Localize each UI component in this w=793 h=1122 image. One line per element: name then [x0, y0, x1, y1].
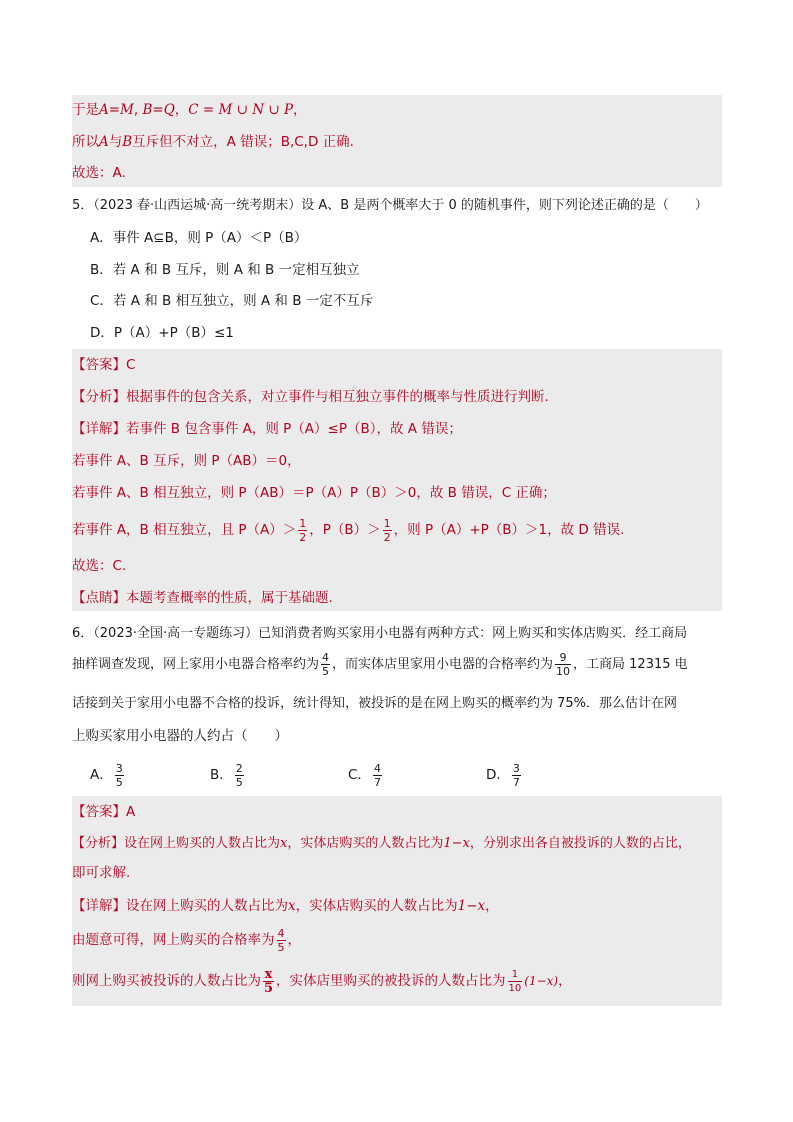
q6-option-b — [210, 760, 246, 790]
option-fraction — [512, 762, 521, 789]
denominator: 5 — [235, 775, 243, 789]
text: ，实体店购买的人数占比为 — [295, 898, 458, 914]
math: (1−x) — [524, 974, 559, 988]
text: 于是 — [72, 102, 99, 118]
denominator: 10 — [556, 665, 571, 678]
q5-option-c: C．若 A 和 B 相互独立，则 A 和 B 一定不互斥 — [90, 293, 374, 309]
text: ，P（B）＞ — [309, 522, 381, 538]
fraction-one-half — [383, 517, 392, 544]
denominator: 10 — [508, 982, 522, 994]
analysis-text: 根据事件的包含关系，对立事件与相互独立事件的概率与性质进行判断. — [126, 389, 549, 405]
q6-stem-1: 6．（2023·全国·高一专题练习）已知消费者购买家用小电器有两种方式：网上购买和实体店购买．经工商局 — [72, 626, 688, 641]
text: ，而实体店里家用小电器的合格率约为 — [332, 657, 554, 672]
option-label: D． — [486, 767, 510, 783]
prev-line-2 — [72, 132, 354, 152]
q6-stem-4: 上购买家用小电器的人约占（ ） — [72, 728, 288, 744]
detail-tag: 【详解】 — [72, 421, 126, 437]
q6-option-a — [90, 760, 126, 790]
q6-answer — [72, 802, 135, 822]
denominator: 5 — [277, 940, 285, 954]
numerator: 3 — [115, 761, 123, 775]
fraction-four-fifths — [277, 927, 286, 954]
option-label: A． — [90, 767, 113, 783]
denominator: 5 — [115, 775, 123, 789]
option-fraction — [373, 762, 382, 789]
denominator: 2 — [383, 530, 391, 544]
text: ，实体店里购买的被投诉的人数占比为 — [276, 973, 506, 989]
numerator: 1 — [383, 516, 391, 530]
denominator: 5 — [322, 665, 330, 678]
review-text: 本题考查概率的性质，属于基础题. — [126, 590, 333, 606]
denominator: 5 — [264, 980, 274, 996]
numerator: 1 — [508, 968, 523, 982]
detail-tag: 【详解】 — [72, 898, 126, 914]
fraction-one-half — [298, 517, 307, 544]
text: 抽样调查发现，网上家用小电器合格率约为 — [72, 657, 320, 672]
q5-answer — [72, 355, 135, 375]
fraction-nine-tenths — [555, 651, 571, 678]
fraction-one-tenth — [508, 968, 523, 995]
q5-detail-1 — [72, 419, 462, 439]
text: 互斥但不对立，A 错误；B,C,D 正确. — [132, 134, 354, 150]
numerator: 2 — [235, 761, 243, 775]
denominator: 2 — [299, 530, 307, 544]
q5-select: 故选：C. — [72, 558, 127, 574]
fraction-four-fifths — [321, 651, 330, 678]
analysis-tag: 【分析】 — [72, 836, 125, 851]
q6-option-d — [486, 760, 523, 790]
option-label: C． — [348, 767, 371, 783]
math: B — [122, 134, 133, 150]
q6-analysis-1 — [72, 834, 691, 854]
math: C = M ∪ N ∪ P — [188, 102, 294, 118]
text: 由题意可得，网上购买的合格率为 — [72, 932, 275, 948]
math: B=Q — [142, 102, 175, 118]
numerator: x — [264, 966, 273, 982]
q5-option-b: B．若 A 和 B 互斥，则 A 和 B 一定相互独立 — [90, 262, 360, 278]
q5-option-d: D．P（A）+P（B）≤1 — [90, 325, 234, 341]
text: 所以 — [72, 134, 99, 150]
denominator: 7 — [373, 775, 381, 789]
option-label: B． — [210, 767, 233, 783]
text: ，实体店购买的人数占比为 — [287, 836, 444, 851]
q5-detail-3: 若事件 A、B 相互独立，则 P（AB）＝P（A）P（B）＞0，故 B 错误，C 正确； — [72, 485, 556, 501]
prev-line-3: 故选：A. — [72, 165, 126, 181]
text: ， — [287, 932, 301, 948]
math: 1−x — [457, 898, 486, 914]
text: 与 — [108, 134, 123, 150]
math: A — [99, 134, 109, 150]
q5-analysis — [72, 387, 549, 407]
q6-detail-2 — [72, 925, 301, 955]
q5-option-a: A．事件 A⊆B，则 P（A）＜P（B） — [90, 230, 308, 246]
math: x — [288, 898, 296, 914]
q5-review — [72, 588, 333, 608]
q6-detail-1 — [72, 896, 499, 916]
text: ，则 P（A）+P（B）＞1，故 D 错误. — [393, 522, 625, 538]
answer-value: A — [126, 804, 136, 820]
fraction-x-over-five — [263, 968, 274, 995]
answer-value: C — [126, 357, 136, 373]
text: 若事件 A，B 相互独立，且 P（A）＞ — [72, 522, 297, 538]
denominator: 7 — [512, 775, 520, 789]
q5-stem: 5．（2023 春·山西运城·高一统考期末）设 A、B 是两个概率大于 0 的随机事件，则下列论述正确的是（ ） — [72, 198, 708, 213]
numerator: 9 — [555, 651, 571, 665]
numerator: 1 — [299, 516, 307, 530]
q6-stem-2 — [72, 650, 688, 680]
numerator: 3 — [512, 761, 520, 775]
text: ，工商局 12315 电 — [573, 657, 688, 672]
q5-detail-2: 若事件 A、B 互斥，则 P（AB）＝0， — [72, 453, 301, 469]
text: ，分别求出各自被投诉的人数的占比， — [469, 836, 691, 851]
text: 设在网上购买的人数占比为 — [126, 898, 288, 914]
q6-analysis-2: 即可求解. — [72, 865, 131, 881]
q6-option-c — [348, 760, 384, 790]
option-fraction — [235, 762, 244, 789]
text: ， — [558, 973, 572, 989]
q6-detail-3 — [72, 966, 572, 996]
math: 1−x — [443, 836, 470, 851]
text: 则网上购买被投诉的人数占比为 — [72, 973, 261, 989]
prev-line-1: 于是A=M, B=Q，C = M ∪ N ∪ P， — [72, 102, 307, 118]
text: ， — [485, 898, 499, 914]
q6-stem-3: 话接到关于家用小电器不合格的投诉，统计得知，被投诉的是在网上购买的概率约为 75%．那么估计在网 — [72, 696, 678, 711]
numerator: 4 — [322, 651, 330, 664]
option-fraction — [115, 762, 124, 789]
answer-tag: 【答案】 — [72, 804, 126, 820]
review-tag: 【点睛】 — [72, 590, 126, 606]
numerator: 4 — [277, 926, 285, 940]
detail-text: 若事件 B 包含事件 A，则 P（A）≤P（B），故 A 错误； — [126, 421, 462, 437]
text: 设在网上购买的人数占比为 — [124, 836, 281, 851]
math: x — [280, 836, 288, 851]
numerator: 4 — [373, 761, 381, 775]
answer-tag: 【答案】 — [72, 357, 126, 373]
analysis-tag: 【分析】 — [72, 389, 126, 405]
q5-detail-4 — [72, 515, 624, 545]
math: A=M — [99, 102, 134, 118]
